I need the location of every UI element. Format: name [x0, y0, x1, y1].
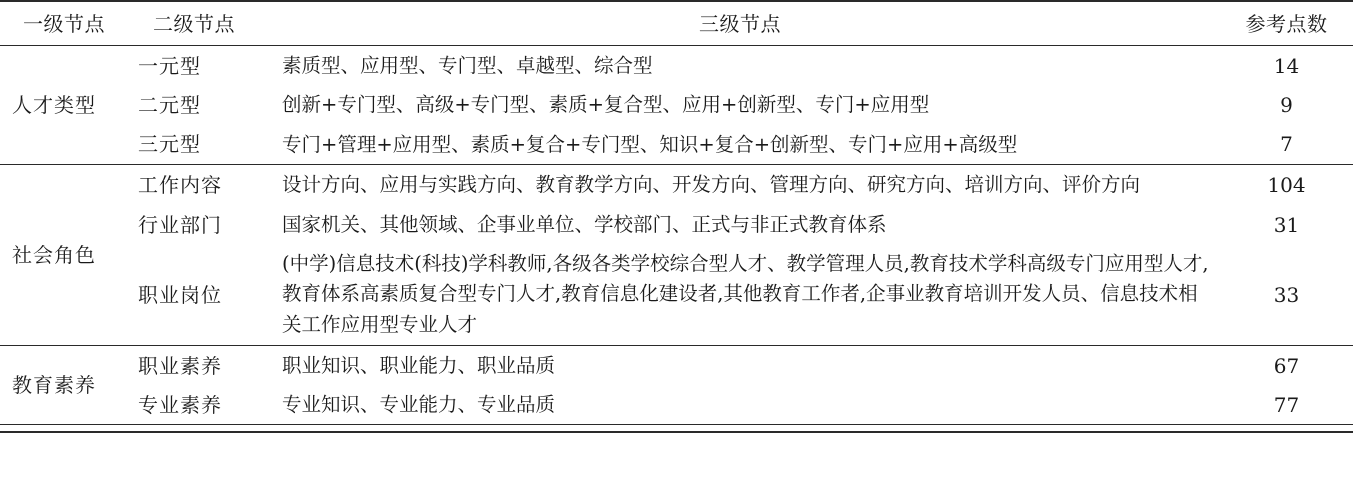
column-header-level3: 三级节点 [260, 1, 1220, 46]
count-cell: 7 [1280, 132, 1293, 157]
table-row [0, 125, 1353, 165]
column-header-level1: 一级节点 [0, 1, 128, 46]
level1-cell: 教育素养 [0, 345, 128, 425]
level1-cell: 社会角色 [0, 164, 128, 345]
level3-cell: 专门+管理+应用型、素质+复合+专门型、知识+复合+创新型、专门+应用+高级型 [282, 132, 1018, 156]
level3-cell: 创新+专门型、高级+专门型、素质+复合型、应用+创新型、专门+应用型 [282, 93, 930, 117]
level3-cell: 专业知识、专业能力、专业品质 [282, 393, 556, 417]
table-row [0, 205, 1353, 244]
table-row [0, 46, 1353, 86]
count-cell: 14 [1273, 53, 1300, 78]
table-row [0, 164, 1353, 205]
level2-cell: 职业素养 [128, 345, 260, 385]
table-row [0, 85, 1353, 124]
header-row [0, 1, 1353, 46]
level2-cell: 二元型 [138, 92, 201, 117]
table-header [0, 1, 1353, 46]
level2-cell: 三元型 [138, 132, 201, 157]
level1-cell: 人才类型 [12, 92, 96, 117]
count-cell: 9 [1280, 92, 1293, 117]
count-cell: 104 [1220, 164, 1353, 205]
table-body [0, 46, 1353, 433]
level2-cell: 职业岗位 [138, 282, 222, 307]
bottom-rule [0, 425, 1353, 433]
level3-cell: 国家机关、其他领域、企事业单位、学校部门、正式与非正式教育体系 [282, 212, 887, 236]
level2-cell: 工作内容 [128, 164, 260, 205]
table-bottom-rule-row [0, 425, 1353, 433]
column-header-level2: 二级节点 [128, 1, 260, 46]
level3-cell: 职业知识、职业能力、职业品质 [260, 345, 1220, 385]
level2-cell: 行业部门 [138, 212, 222, 237]
count-cell: 33 [1273, 282, 1300, 307]
level3-cell: (中学)信息技术(科技)学科教师,各级各类学校综合型人才、教学管理人员,教育技术学科高级专门应用型人才,教育体系高素质复合型专门人才,教育信息化建设者,其他教育工作者,企事业教育培训开发人员、信息技术相关工作应用型专业人才 [282, 252, 1209, 336]
level2-cell: 专业素养 [138, 392, 222, 417]
table-row [0, 244, 1353, 345]
count-cell: 31 [1273, 212, 1300, 237]
count-cell: 67 [1220, 345, 1353, 385]
level2-cell: 一元型 [138, 53, 201, 78]
count-cell: 77 [1273, 392, 1300, 417]
table-row [0, 345, 1353, 385]
column-header-count: 参考点数 [1220, 1, 1353, 46]
level3-cell: 设计方向、应用与实践方向、教育教学方向、开发方向、管理方向、研究方向、培训方向、评价方向 [260, 164, 1220, 205]
level3-cell: 素质型、应用型、专门型、卓越型、综合型 [282, 54, 653, 77]
table-row [0, 385, 1353, 425]
